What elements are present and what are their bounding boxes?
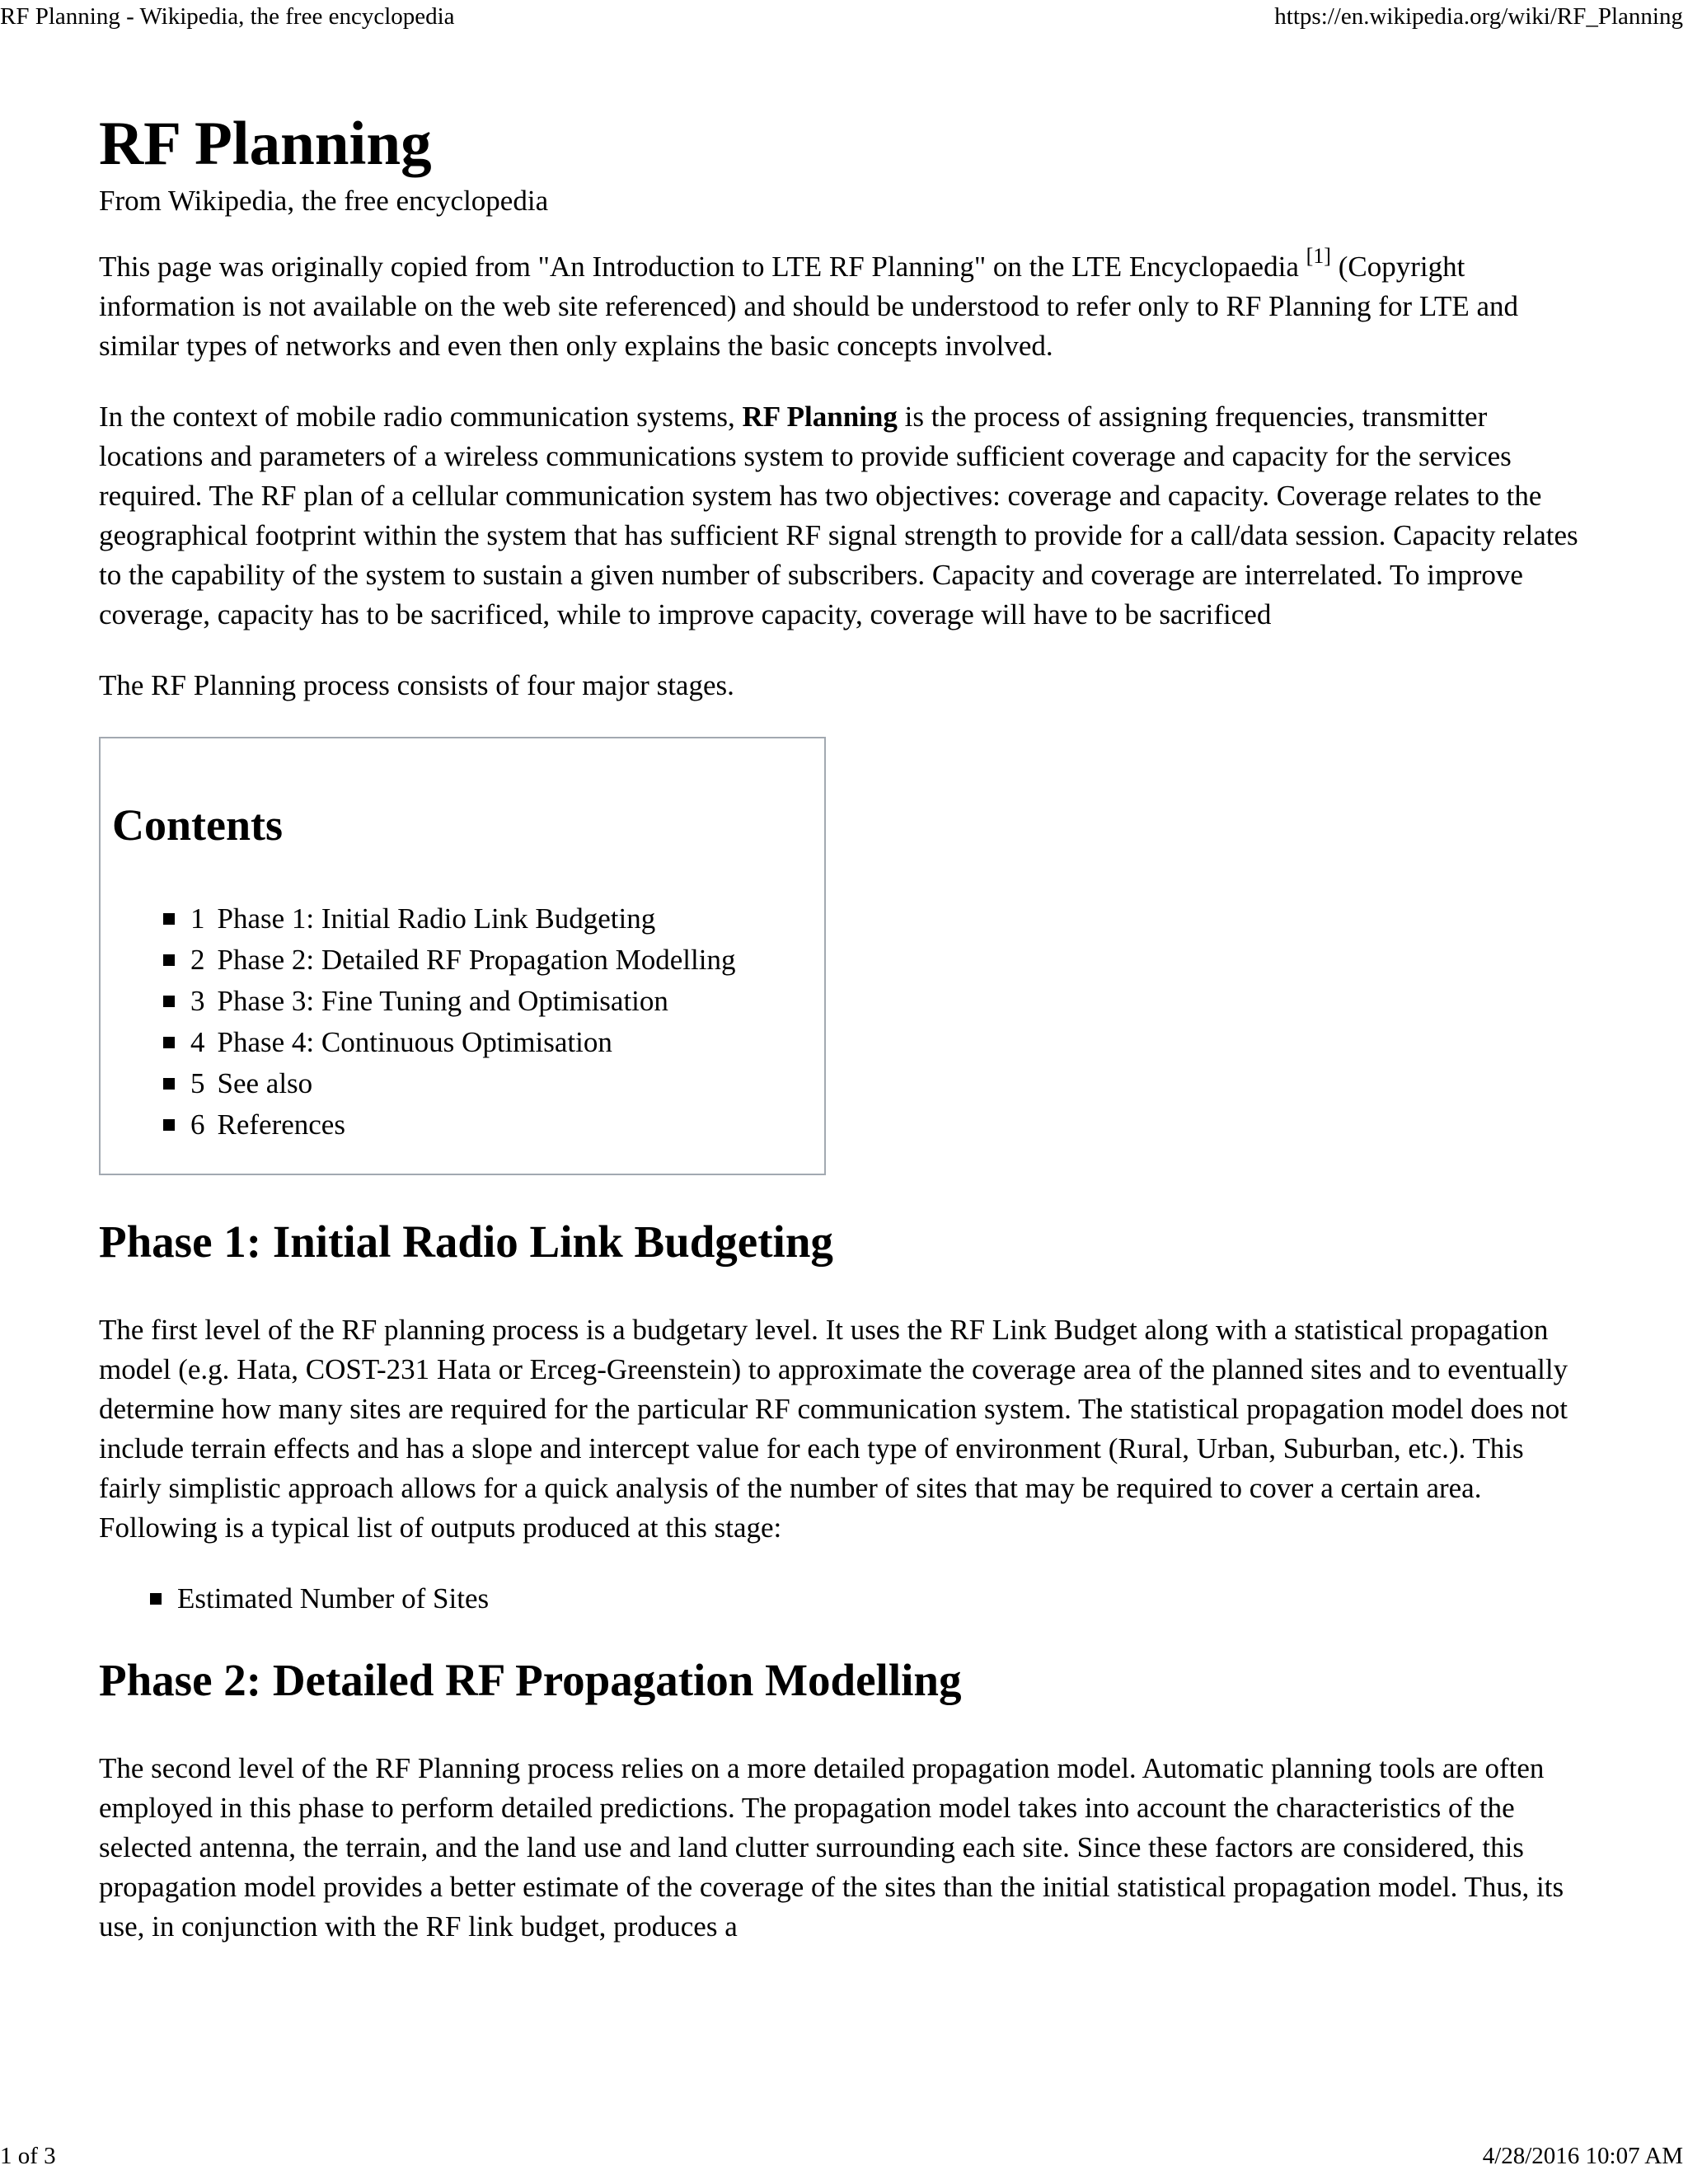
- intro-text-after: (Copyright information is not available on the web site referenced) and should be understood to refer only to RF Planning for LTE and similar types of networks and even then only explains the basic concepts involved.: [99, 251, 1519, 362]
- table-of-contents: [99, 737, 826, 1175]
- toc-label[interactable]: Phase 3: Fine Tuning and Optimisation: [217, 985, 668, 1017]
- toc-title: Contents: [112, 800, 284, 850]
- list-item-label: Estimated Number of Sites: [177, 1582, 490, 1615]
- toc-item-phase-4[interactable]: [163, 1022, 813, 1063]
- toc-item-references[interactable]: [163, 1104, 813, 1146]
- toc-number: 1: [190, 902, 205, 935]
- article-content: [99, 107, 1591, 1978]
- toc-list: [112, 898, 813, 1146]
- phase-1-paragraph: The first level of the RF planning process is a budgetary level. It uses the RF Link Budget along with a statistical propagation model (e.g. Hata, COST-231 Hata or Erceg-Greenstein) to approximate the coverage area of the planned sites and to eventually determine how many sites are required for the particular RF communication system. The statistical propagation model does not include terrain effects and has a slope and intercept value for each type of environment (Rural, Urban, Suburban, etc.). This fairly simplistic approach allows for a quick analysis of the number of sites that may be required to cover a certain area. Following is a typical list of outputs produced at this stage:: [99, 1314, 1568, 1544]
- toc-item-phase-1[interactable]: [163, 898, 813, 940]
- print-header-title: RF Planning - Wikipedia, the free encyclopedia: [0, 3, 455, 30]
- toc-number: 5: [190, 1067, 205, 1099]
- toc-number: 6: [190, 1108, 205, 1141]
- toc-item-phase-2[interactable]: [163, 940, 813, 981]
- bullet-icon: [163, 1119, 175, 1131]
- phase-1-list: [99, 1579, 1591, 1619]
- bullet-icon: [163, 1078, 175, 1090]
- definition-bold-term: RF Planning: [742, 401, 898, 433]
- print-footer-timestamp: 4/28/2016 10:07 AM: [1482, 2143, 1683, 2169]
- toc-number: 4: [190, 1026, 205, 1058]
- toc-label[interactable]: Phase 4: Continuous Optimisation: [217, 1026, 612, 1058]
- definition-text-before: In the context of mobile radio communication systems,: [99, 401, 743, 433]
- toc-label[interactable]: Phase 1: Initial Radio Link Budgeting: [217, 902, 656, 935]
- bullet-icon: [163, 996, 175, 1007]
- toc-number: 2: [190, 944, 205, 976]
- list-item: [150, 1579, 1591, 1619]
- bullet-icon: [163, 954, 175, 966]
- print-header-url: https://en.wikipedia.org/wiki/RF_Planning: [1274, 3, 1683, 30]
- toc-number: 3: [190, 985, 205, 1017]
- section-heading-phase-1: Phase 1: Initial Radio Link Budgeting: [99, 1216, 833, 1267]
- intro-paragraph: [99, 244, 1591, 366]
- reference-link[interactable]: [1]: [1306, 244, 1331, 269]
- page-subtitle: From Wikipedia, the free encyclopedia: [99, 185, 549, 217]
- intro-text: This page was originally copied from "An Introduction to LTE RF Planning" on the LTE Encyclopaedia: [99, 251, 1306, 283]
- phase-2-paragraph: The second level of the RF Planning process relies on a more detailed propagation model. Automatic planning tools are often employed in this phase to perform detailed predictions. The propagation model takes into account the characteristics of the selected antenna, the terrain, and the land use and land clutter surrounding each site. Since these factors are considered, this propagation model provides a better estimate of the coverage of the sites than the initial statistical propagation model. Thus, its use, in conjunction with the RF link budget, produces a: [99, 1752, 1564, 1943]
- toc-item-phase-3[interactable]: [163, 981, 813, 1022]
- toc-label[interactable]: Phase 2: Detailed RF Propagation Modelling: [217, 944, 736, 976]
- bullet-icon: [163, 1037, 175, 1048]
- toc-item-see-also[interactable]: [163, 1063, 813, 1104]
- stages-paragraph: The RF Planning process consists of four major stages.: [99, 669, 734, 701]
- definition-paragraph: [99, 397, 1591, 635]
- page-title: RF Planning: [99, 110, 432, 178]
- print-footer-page: 1 of 3: [0, 2143, 56, 2169]
- section-heading-phase-2: Phase 2: Detailed RF Propagation Modelling: [99, 1655, 962, 1705]
- toc-label[interactable]: References: [217, 1108, 345, 1141]
- bullet-icon: [150, 1593, 162, 1605]
- bullet-icon: [163, 913, 175, 925]
- toc-label[interactable]: See also: [217, 1067, 313, 1099]
- definition-text-after: is the process of assigning frequencies, transmitter locations and parameters of a wireless communications system to provide sufficient coverage and capacity for the services required. The RF plan of a cellular communication system has two objectives: coverage and capacity. Coverage relates to the geographical footprint within the system that has sufficient RF signal strength to provide for a call/data session. Capacity relates to the capability of the system to sustain a given number of subscribers. Capacity and coverage are interrelated. To improve coverage, capacity has to be sacrificed, while to improve capacity, coverage will have to be sacrificed: [99, 401, 1578, 630]
